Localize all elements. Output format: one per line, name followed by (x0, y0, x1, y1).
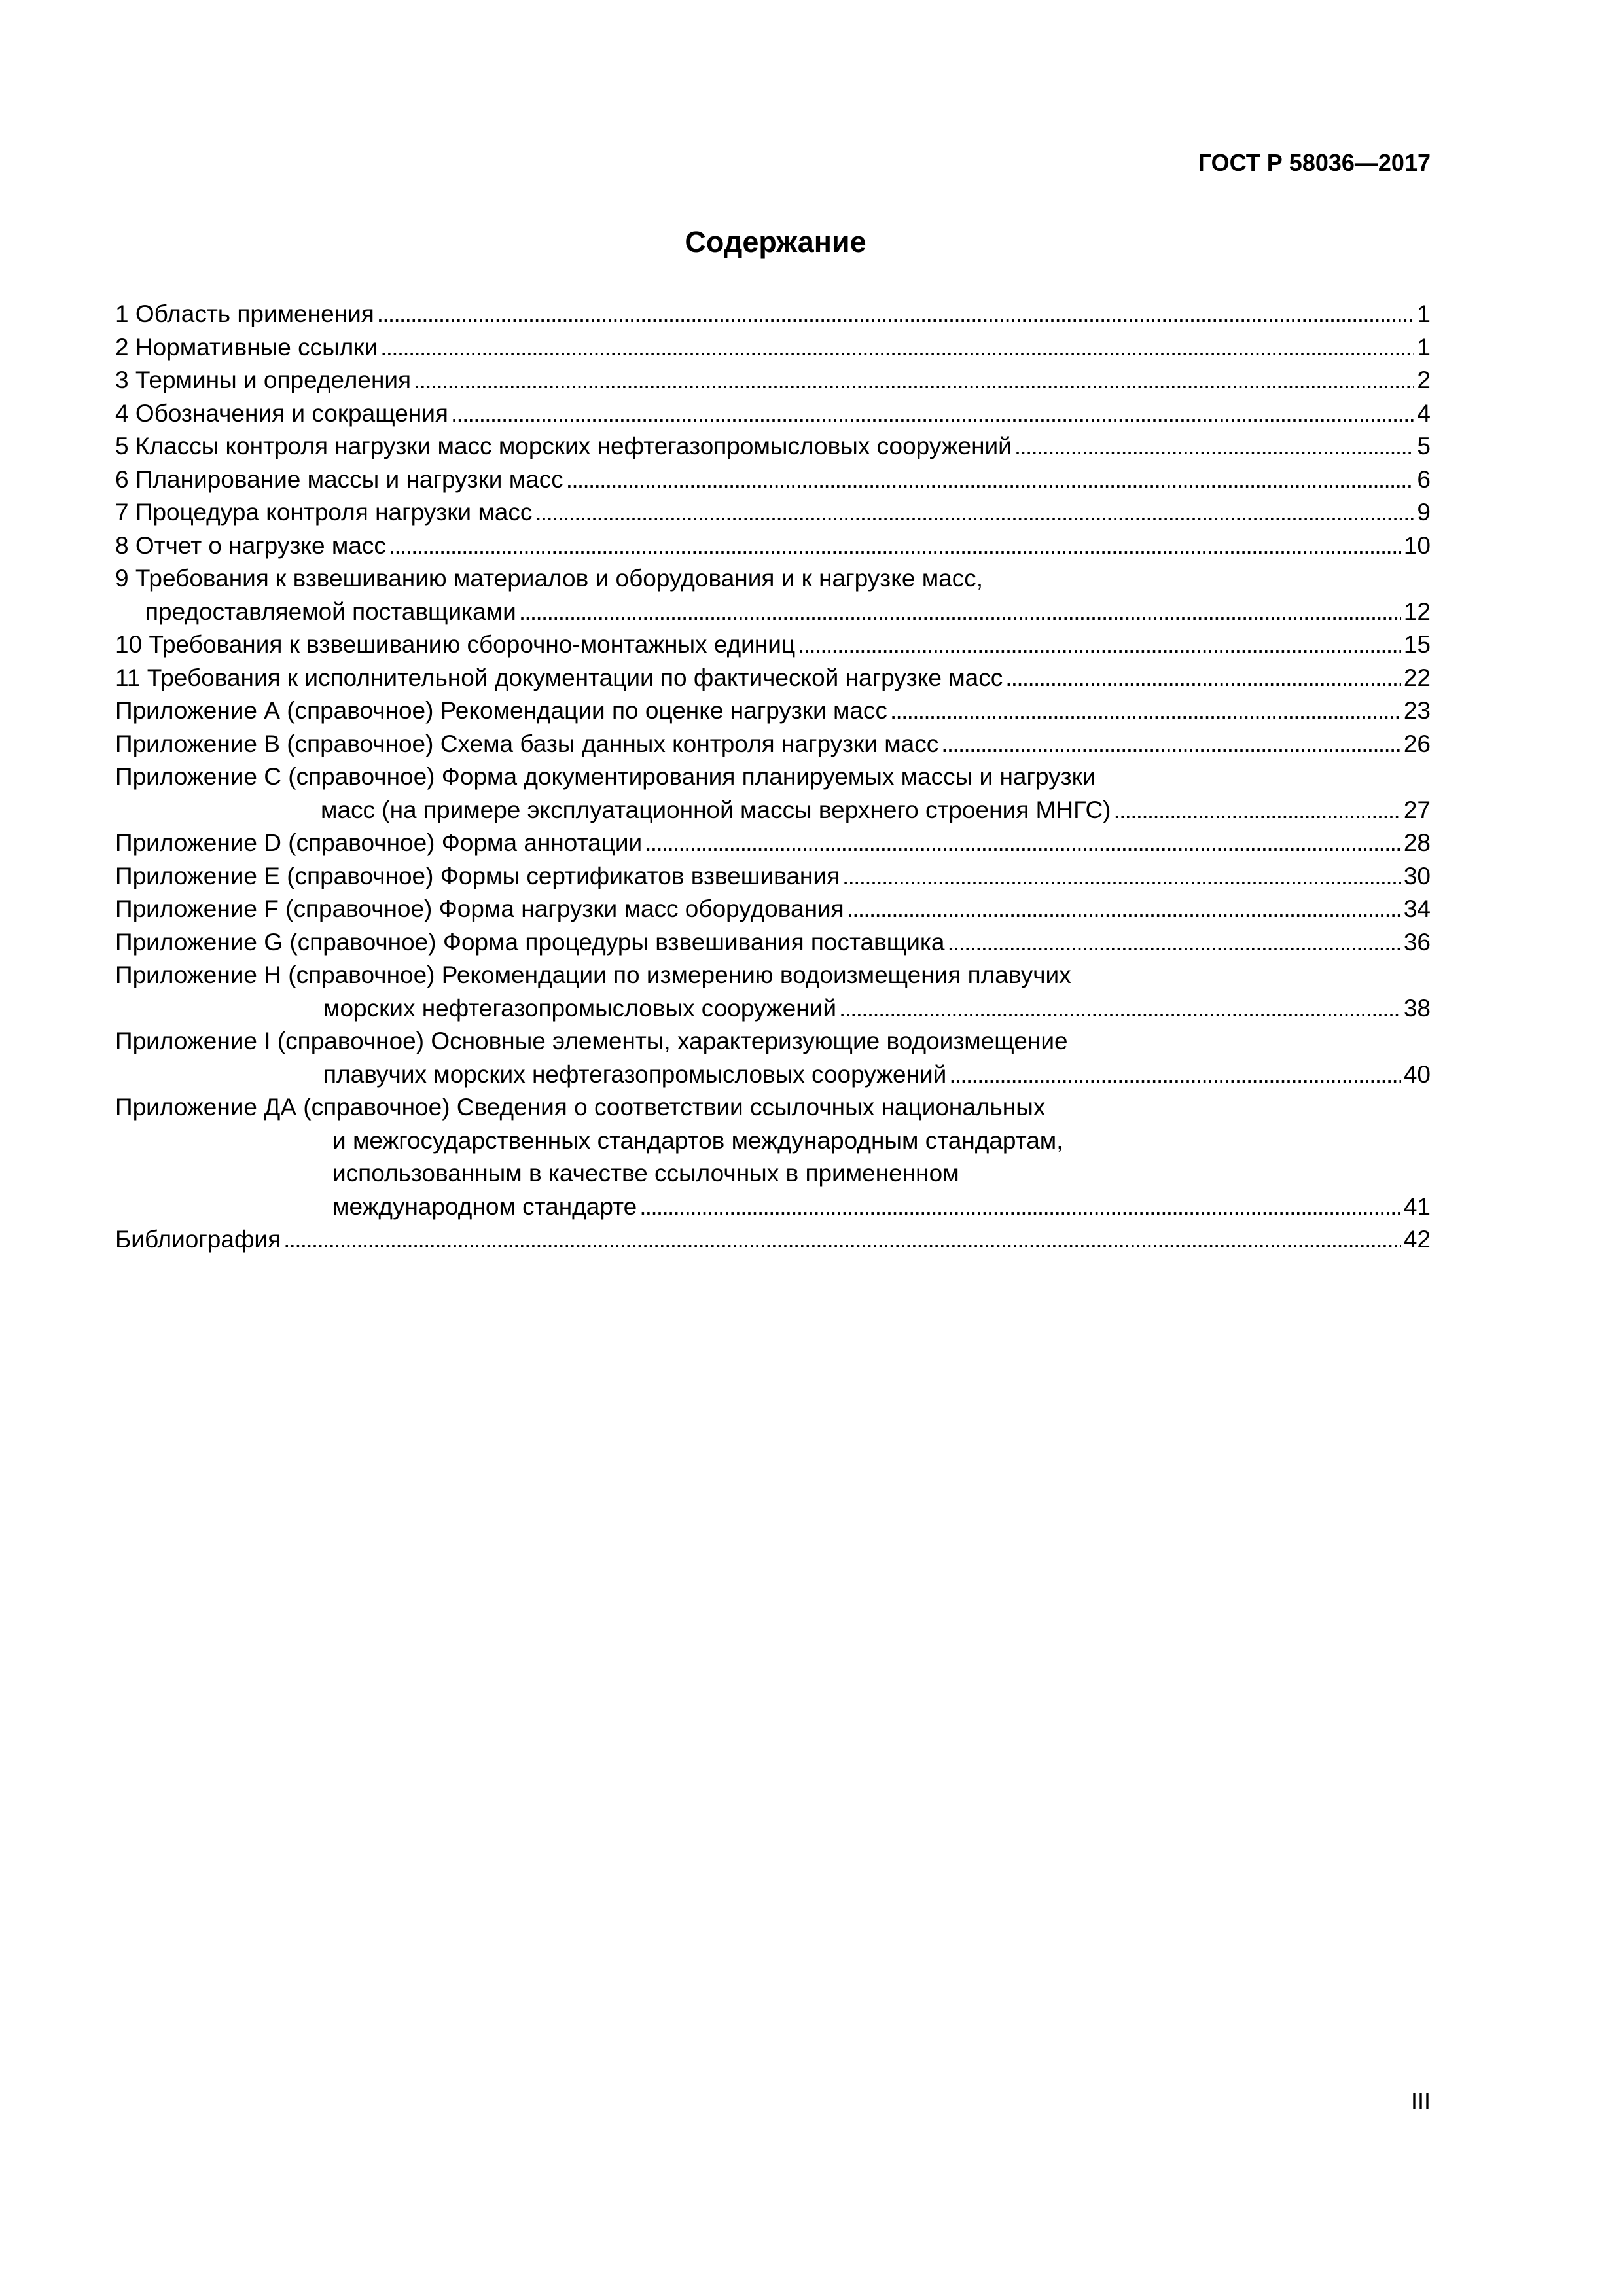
toc-entry-page: 1 (1417, 300, 1431, 327)
toc-entry-11[interactable] (115, 662, 1431, 695)
toc-entry-page: 38 (1403, 994, 1431, 1022)
toc-entry-appendix-d[interactable] (115, 827, 1431, 860)
toc-entry-label: 6 Планирование массы и нагрузки масс (115, 465, 563, 493)
toc-entry-page: 22 (1403, 664, 1431, 691)
toc-entry-page: 5 (1417, 433, 1431, 459)
dot-leader (1114, 794, 1401, 827)
toc-entry-3[interactable] (115, 364, 1431, 397)
dot-leader (947, 926, 1400, 960)
toc-entry-appendix-e[interactable] (115, 860, 1431, 893)
toc-entry-label-continuation: масс (на примере эксплуатационной массы верхнего строения МНГС) (321, 796, 1111, 823)
toc-entry-bibliography[interactable] (115, 1223, 1431, 1257)
toc-entry-label: Приложение Н (справочное) Рекомендации по измерению водоизмещения плавучих (115, 961, 1071, 988)
dot-leader (949, 1058, 1401, 1092)
toc-entry-label: 5 Классы контроля нагрузки масс морских нефтегазопромысловых сооружений (115, 433, 1012, 459)
toc-entry-8[interactable] (115, 529, 1431, 563)
toc-entry-label: 8 Отчет о нагрузке масс (115, 531, 386, 559)
toc-entry-appendix-da-line-3[interactable] (115, 1157, 1431, 1191)
toc-entry-label: Приложение Е (справочное) Формы сертификатов взвешивания (115, 862, 840, 889)
toc-entry-label: 7 Процедура контроля нагрузки масс (115, 499, 533, 526)
toc-entry-label: Приложение С (справочное) Форма документирования планируемых массы и нагрузки (115, 763, 1096, 790)
dot-leader (847, 893, 1401, 926)
toc-title: Содержание (685, 225, 866, 259)
toc-entry-page: 10 (1403, 531, 1431, 559)
toc-entry-page: 42 (1403, 1226, 1431, 1253)
toc-entry-label: Приложение D (справочное) Форма аннотации (115, 829, 643, 856)
toc-entry-page: 12 (1403, 598, 1431, 625)
toc-entry-appendix-da-line-2[interactable] (115, 1124, 1431, 1158)
toc-entry-label: 3 Термины и определения (115, 367, 412, 393)
toc-entry-label-continuation: плавучих морских нефтегазопромысловых сооружений (323, 1060, 947, 1088)
dot-leader (519, 596, 1401, 629)
dot-leader (414, 364, 1414, 397)
dot-leader (377, 298, 1415, 331)
toc-entry-appendix-i[interactable] (115, 1058, 1431, 1092)
toc-entry-label: 1 Область применения (115, 300, 374, 327)
dot-leader (839, 992, 1401, 1026)
dot-leader (451, 397, 1414, 431)
toc-entry-10[interactable] (115, 628, 1431, 662)
toc-entry-label-continuation: предоставляемой поставщиками (145, 598, 516, 625)
dot-leader (645, 827, 1401, 860)
toc-entry-label: Приложение F (справочное) Форма нагрузки масс оборудования (115, 895, 844, 922)
table-of-contents (115, 298, 1431, 1257)
dot-leader (798, 628, 1401, 662)
toc-entry-appendix-g[interactable] (115, 926, 1431, 960)
toc-entry-label: Приложение G (справочное) Форма процедуры взвешивания поставщика (115, 928, 945, 956)
toc-entry-label: Приложение I (справочное) Основные элементы, характеризующие водоизмещение (115, 1028, 1068, 1054)
toc-entry-label: Приложение ДА (справочное) Сведения о соответствии ссылочных национальных (115, 1094, 1046, 1121)
toc-entry-appendix-h-line-1[interactable] (115, 959, 1431, 992)
toc-entry-label-continuation: морских нефтегазопромысловых сооружений (323, 994, 837, 1022)
toc-entry-label-continuation: и межгосударственных стандартов международным стандартам, (332, 1126, 1063, 1154)
dot-leader (380, 331, 1414, 365)
toc-entry-page: 23 (1403, 697, 1431, 724)
toc-entry-page: 15 (1403, 631, 1431, 658)
toc-entry-label: 10 Требования к взвешиванию сборочно-монтажных единиц (115, 631, 796, 658)
toc-entry-page: 26 (1403, 730, 1431, 757)
toc-entry-page: 41 (1403, 1193, 1431, 1220)
toc-entry-appendix-c[interactable] (115, 794, 1431, 827)
dot-leader (842, 860, 1401, 893)
toc-entry-appendix-c-line-1[interactable] (115, 761, 1431, 794)
dot-leader (1005, 662, 1401, 695)
dot-leader (1014, 430, 1415, 463)
toc-entry-page: 40 (1403, 1060, 1431, 1088)
toc-entry-label: 2 Нормативные ссылки (115, 333, 378, 361)
toc-entry-appendix-a[interactable] (115, 694, 1431, 728)
dot-leader (283, 1223, 1401, 1257)
toc-entry-appendix-da[interactable] (115, 1191, 1431, 1224)
dot-leader (941, 728, 1401, 761)
toc-entry-appendix-b[interactable] (115, 728, 1431, 761)
toc-entry-appendix-i-line-1[interactable] (115, 1025, 1431, 1058)
toc-entry-appendix-h[interactable] (115, 992, 1431, 1026)
toc-entry-page: 34 (1403, 895, 1431, 922)
toc-entry-label: Библиография (115, 1226, 281, 1253)
dot-leader (890, 694, 1401, 728)
toc-entry-page: 27 (1403, 796, 1431, 823)
toc-entry-2[interactable] (115, 331, 1431, 365)
toc-entry-appendix-f[interactable] (115, 893, 1431, 926)
toc-entry-page: 2 (1417, 367, 1431, 393)
toc-entry-7[interactable] (115, 496, 1431, 529)
toc-entry-label: Приложение В (справочное) Схема базы данных контроля нагрузки масс (115, 730, 939, 757)
toc-entry-label: 9 Требования к взвешиванию материалов и оборудования и к нагрузке масс, (115, 565, 984, 592)
toc-entry-page: 1 (1417, 333, 1431, 361)
toc-entry-1[interactable] (115, 298, 1431, 331)
dot-leader (535, 496, 1414, 529)
toc-entry-page: 28 (1403, 829, 1431, 856)
dot-leader (566, 463, 1415, 497)
dot-leader (389, 529, 1401, 563)
toc-entry-label: 4 Обозначения и сокращения (115, 399, 448, 427)
toc-entry-4[interactable] (115, 397, 1431, 431)
toc-entry-6[interactable] (115, 463, 1431, 497)
toc-entry-label: Приложение А (справочное) Рекомендации по оценке нагрузки масс (115, 697, 887, 724)
dot-leader (639, 1191, 1401, 1224)
toc-entry-5[interactable] (115, 430, 1431, 463)
toc-entry-appendix-da-line-1[interactable] (115, 1091, 1431, 1124)
toc-entry-page: 30 (1403, 862, 1431, 889)
toc-entry-label-continuation: использованным в качестве ссылочных в примененном (332, 1160, 959, 1187)
toc-entry-9-line-1[interactable] (115, 562, 1431, 596)
toc-entry-label: 11 Требования к исполнительной документации по фактической нагрузке масс (115, 664, 1003, 691)
page-number: III (1410, 2088, 1431, 2115)
toc-entry-page: 9 (1417, 499, 1431, 526)
toc-entry-page: 36 (1403, 928, 1431, 956)
toc-entry-9[interactable] (115, 596, 1431, 629)
document-standard-id: ГОСТ Р 58036—2017 (1198, 149, 1431, 176)
toc-entry-label-continuation: международном стандарте (332, 1193, 637, 1220)
toc-entry-page: 6 (1417, 465, 1431, 493)
toc-entry-page: 4 (1417, 399, 1431, 427)
